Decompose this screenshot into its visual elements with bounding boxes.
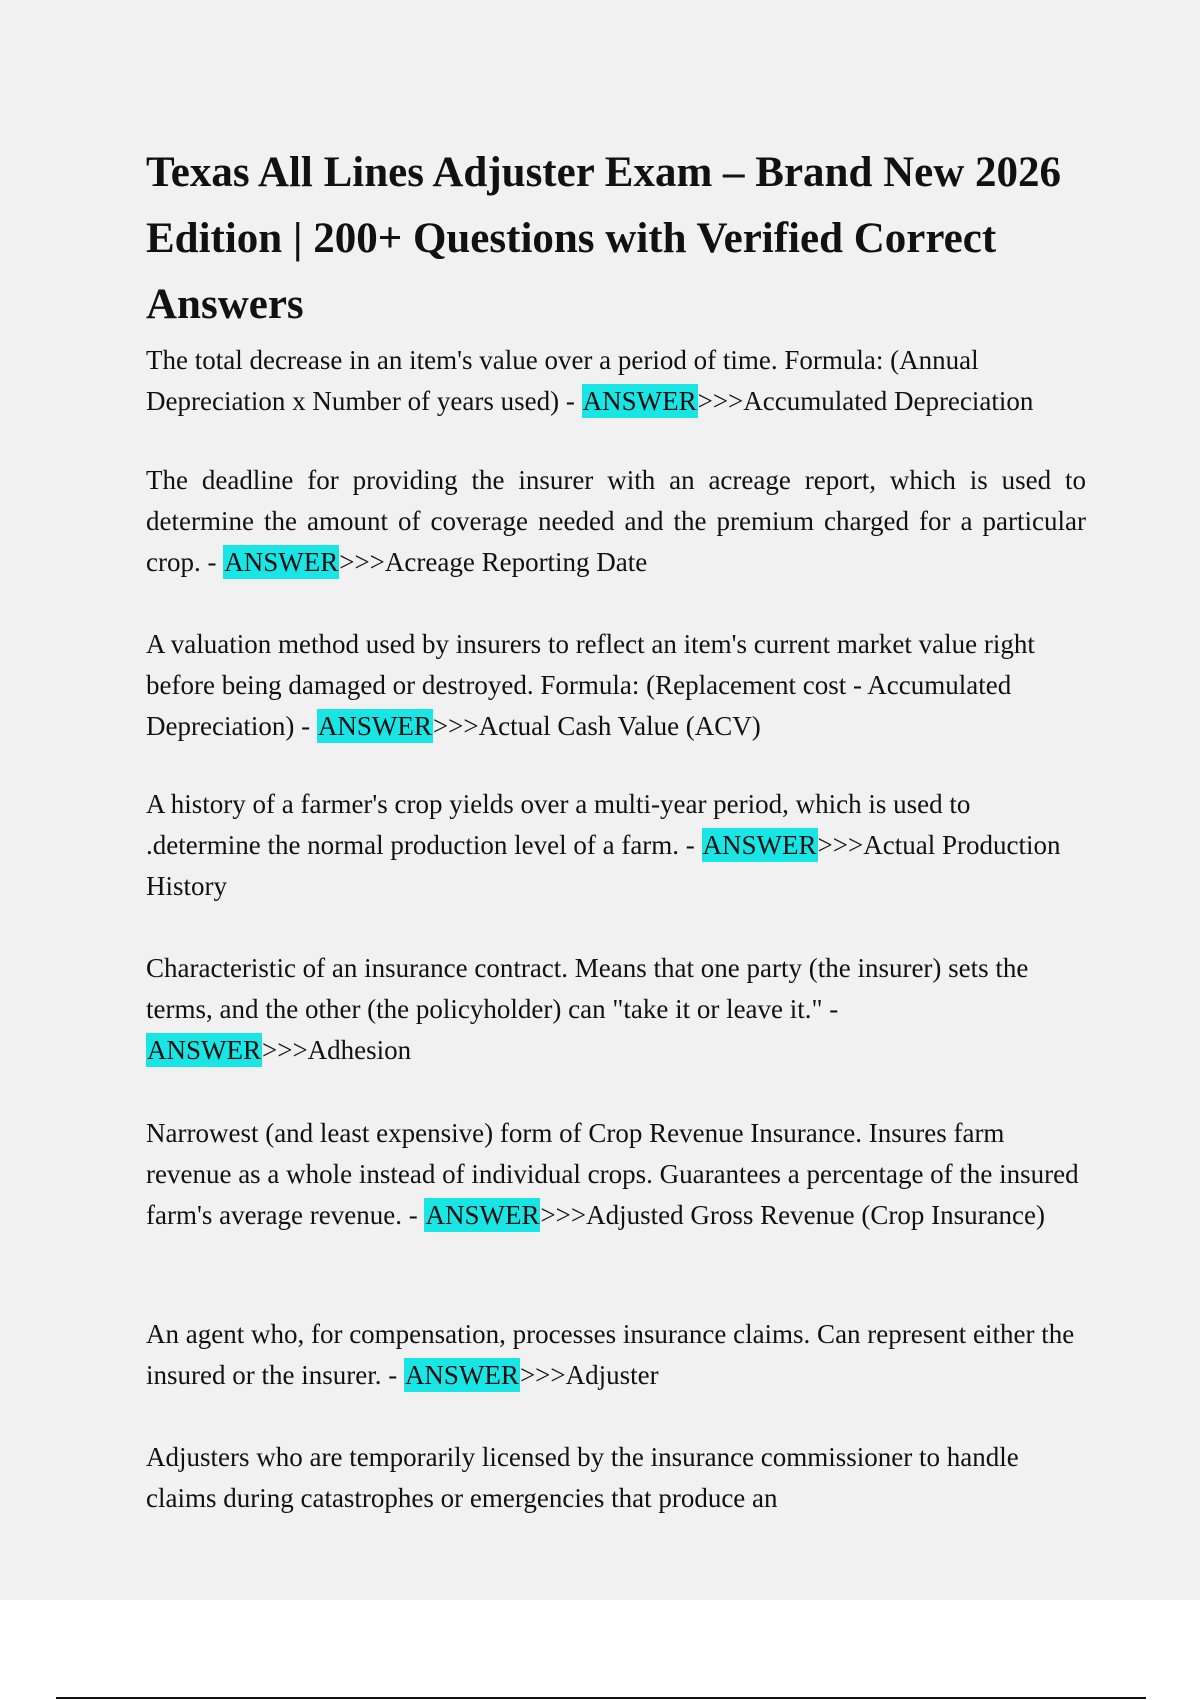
answer-label: ANSWER xyxy=(317,711,432,741)
question-text: A valuation method used by insurers to reflect an item's current market value right before being damaged or destroyed. Formula: (Replacement cost - Accumulated Depreciation) - xyxy=(146,629,1035,741)
qa-entry xyxy=(146,1437,1086,1519)
answer-label: ANSWER xyxy=(582,386,697,416)
qa-entry xyxy=(146,784,1086,907)
answer-text: >>>Adjuster xyxy=(519,1360,659,1390)
question-text: The total decrease in an item's value over a period of time. Formula: (Annual Depreciation x Number of years used) - xyxy=(146,345,979,416)
answer-text: >>>Actual Production History xyxy=(146,830,1061,901)
question-text: The deadline for providing the insurer with an acreage report, which is used to determine the amount of coverage needed and the premium charged for a particular crop. - xyxy=(146,465,1086,577)
question-text: Narrowest (and least expensive) form of Crop Revenue Insurance. Insures farm revenue as a whole instead of individual crops. Guarantees a percentage of the insured farm's average revenue. - xyxy=(146,1118,1079,1230)
answer-text: >>>Accumulated Depreciation xyxy=(697,386,1034,416)
answer-label: ANSWER xyxy=(425,1200,540,1230)
qa-entry xyxy=(146,624,1086,747)
answer-text: >>>Adjusted Gross Revenue (Crop Insurance) xyxy=(540,1200,1046,1230)
question-text: Adjusters who are temporarily licensed by the insurance commissioner to handle claims during catastrophes or emergencies that produce an xyxy=(146,1442,1019,1513)
answer-text: >>>Adhesion xyxy=(262,1035,412,1065)
question-text: A history of a farmer's crop yields over a multi-year period, which is used to .determine the normal production level of a farm. - xyxy=(146,789,971,860)
qa-entry xyxy=(146,948,1086,1071)
footer-rule xyxy=(56,1697,1146,1699)
qa-entry xyxy=(146,460,1086,583)
document-title: Texas All Lines Adjuster Exam – Brand New 2026 Edition | 200+ Questions with Verified Correct Answers xyxy=(146,149,1062,328)
question-text: An agent who, for compensation, processes insurance claims. Can represent either the insured or the insurer. - xyxy=(146,1319,1075,1390)
answer-label: ANSWER xyxy=(702,830,817,860)
qa-entry xyxy=(146,340,1086,422)
answer-label: ANSWER xyxy=(147,1035,261,1065)
answer-text: >>>Acreage Reporting Date xyxy=(339,547,648,577)
answer-label: ANSWER xyxy=(404,1360,519,1390)
answer-label: ANSWER xyxy=(224,547,339,577)
answer-text: >>>Actual Cash Value (ACV) xyxy=(432,711,761,741)
qa-entry xyxy=(146,1113,1086,1236)
question-text: Characteristic of an insurance contract. Means that one party (the insurer) sets the terms, and the other (the policyholder) can "take it or leave it." - xyxy=(146,953,1029,1024)
qa-entry xyxy=(146,1314,1086,1396)
